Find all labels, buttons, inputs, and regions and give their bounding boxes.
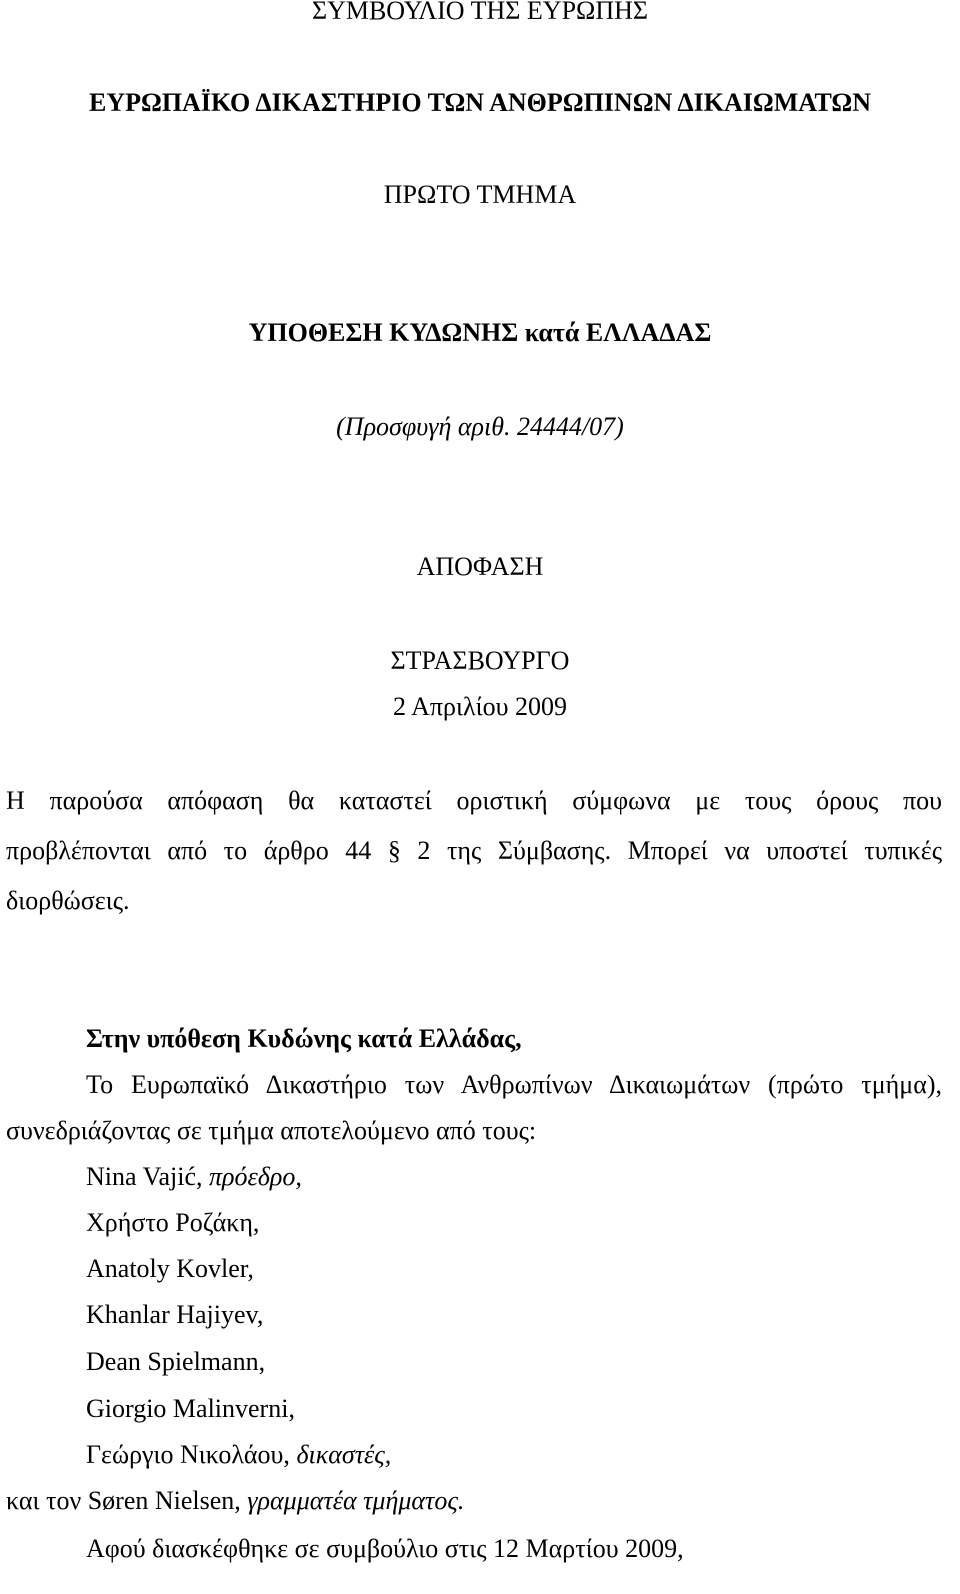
case-title: ΥΠΟΘΕΣΗ ΚΥΔΩΝΗΣ κατά ΕΛΛΑΔΑΣ bbox=[248, 318, 712, 347]
registrar-name: και τον Søren Nielsen, bbox=[6, 1486, 241, 1515]
president-line bbox=[86, 1160, 302, 1194]
place: ΣΤΡΑΣΒΟΥΡΓΟ bbox=[390, 646, 570, 675]
registrar-line bbox=[6, 1484, 464, 1518]
judge-list-item: Dean Spielmann, bbox=[86, 1347, 266, 1376]
application-number: (Προσφυγή αριθ. 24444/07) bbox=[336, 412, 624, 441]
judgment-title: ΑΠΟΦΑΣΗ bbox=[416, 552, 544, 581]
registrar-role: γραμματέα τμήματος. bbox=[247, 1486, 465, 1515]
judges-role: δικαστές, bbox=[296, 1440, 392, 1469]
president-role: πρόεδρο, bbox=[209, 1162, 302, 1191]
council-title: ΣΥΜΒΟΥΛΙΟ ΤΗΣ ΕΥΡΩΠΗΣ bbox=[311, 0, 649, 25]
president-name: Nina Vajić, bbox=[86, 1162, 203, 1191]
notice-line-3: διορθώσεις. bbox=[6, 886, 130, 915]
case-intro: Στην υπόθεση Κυδώνης κατά Ελλάδας, bbox=[86, 1024, 522, 1053]
last-judge-line bbox=[86, 1438, 391, 1472]
court-composition-line-1: Το Ευρωπαϊκό Δικαστήριο των Ανθρωπίνων Δικαιωμάτων (πρώτο τμήμα), bbox=[86, 1070, 942, 1099]
section-title: ΠΡΩΤΟ ΤΜΗΜΑ bbox=[383, 180, 577, 209]
judge-list-item: Khanlar Hajiyev, bbox=[86, 1300, 264, 1329]
notice-line-2: προβλέπονται από το άρθρο 44 § 2 της Σύμβασης. Μπορεί να υποστεί τυπικές bbox=[6, 836, 942, 865]
judge-list-item: Giorgio Malinverni, bbox=[86, 1394, 295, 1423]
last-judge-name: Γεώργιο Νικολάου, bbox=[86, 1440, 290, 1469]
date: 2 Απριλίου 2009 bbox=[393, 692, 567, 721]
court-title: ΕΥΡΩΠΑΪΚΟ ΔΙΚΑΣΤΗΡΙΟ ΤΩΝ ΑΝΘΡΩΠΙΝΩΝ ΔΙΚΑΙΩΜΑΤΩΝ bbox=[89, 88, 871, 117]
notice-line-1: Η παρούσα απόφαση θα καταστεί οριστική σύμφωνα με τους όρους που bbox=[6, 786, 942, 815]
deliberation-line: Αφού διασκέφθηκε σε συμβούλιο στις 12 Μαρτίου 2009, bbox=[86, 1534, 684, 1563]
court-composition-line-2: συνεδριάζοντας σε τμήμα αποτελούμενο από τους: bbox=[6, 1116, 537, 1145]
judge-list-item: Anatoly Kovler, bbox=[86, 1254, 254, 1283]
judge-list-item: Χρήστο Ροζάκη, bbox=[86, 1208, 260, 1237]
